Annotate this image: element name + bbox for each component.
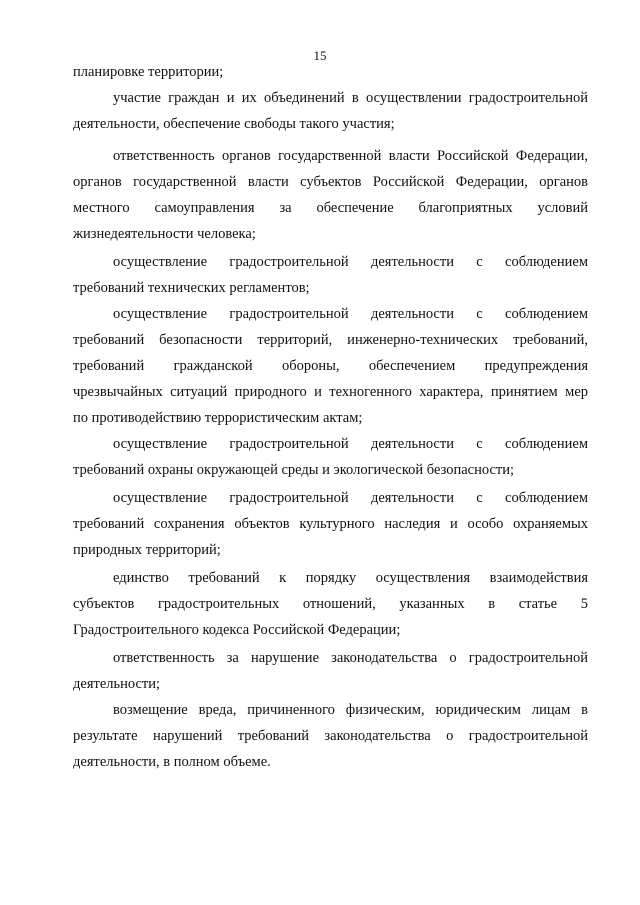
text-line: единство требований к порядку осуществления взаимодействия (113, 570, 588, 586)
document-body-text (73, 0, 588, 905)
text-line: осуществление градостроительной деятельности с соблюдением (113, 254, 588, 270)
text-line: требований гражданской обороны, обеспечением предупреждения (73, 358, 588, 374)
text-line: субъектов градостроительных отношений, указанных в статье 5 (73, 596, 588, 612)
text-line: местного самоуправления за обеспечение благоприятных условий (73, 200, 588, 216)
page-number: 15 (313, 48, 327, 63)
text-line: осуществление градостроительной деятельности с соблюдением (113, 306, 588, 322)
text-line: осуществление градостроительной деятельности с соблюдением (113, 436, 588, 452)
text-line: требований сохранения объектов культурного наследия и особо охраняемых (73, 516, 588, 532)
text-line: осуществление градостроительной деятельности с соблюдением (113, 490, 588, 506)
text-line: деятельности; (73, 676, 161, 692)
text-line: деятельности, в полном объеме. (73, 754, 271, 770)
text-line: по противодействию террористическим актам; (73, 410, 363, 426)
text-line: результате нарушений требований законодательства о градостроительной (73, 728, 588, 744)
text-line: участие граждан и их объединений в осуществлении градостроительной (113, 90, 588, 106)
text-line: деятельности, обеспечение свободы такого участия; (73, 116, 395, 132)
text-line: требований технических регламентов; (73, 280, 310, 296)
text-line: жизнедеятельности человека; (73, 226, 256, 242)
text-line: возмещение вреда, причиненного физическим, юридическим лицам в (113, 702, 588, 718)
text-line: чрезвычайных ситуаций природного и техногенного характера, принятием мер (73, 384, 588, 400)
text-line: требований охраны окружающей среды и экологической безопасности; (73, 462, 515, 478)
text-line: ответственность органов государственной власти Российской Федерации, (113, 148, 588, 164)
text-line: требований безопасности территорий, инженерно-технических требований, (73, 332, 588, 348)
text-line: планировке территории; (73, 64, 224, 80)
text-line: Градостроительного кодекса Российской Федерации; (73, 622, 401, 638)
text-line: ответственность за нарушение законодательства о градостроительной (113, 650, 588, 666)
text-line: органов государственной власти субъектов Российской Федерации, органов (73, 174, 588, 190)
text-line: природных территорий; (73, 542, 221, 558)
